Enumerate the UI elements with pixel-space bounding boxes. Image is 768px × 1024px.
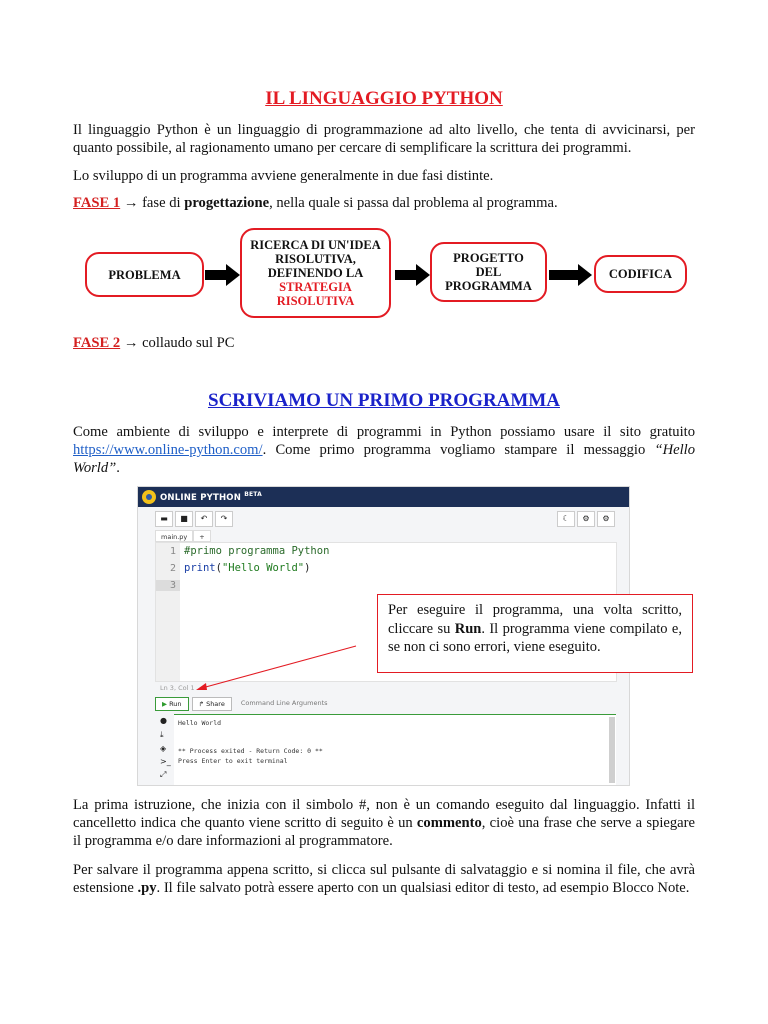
stop-icon[interactable]: ● (160, 716, 167, 725)
cursor-status: Ln 3, Col 1 (160, 684, 195, 692)
download-icon[interactable]: ⤓ (160, 730, 164, 739)
callout-text-1: Per eseguire il programma, una volta scritto, cliccare su (388, 602, 682, 637)
section-title-text: SCRIVIAMO UN PRIMO PROGRAMMA (208, 390, 560, 411)
tab-main-py[interactable]: main.py (155, 530, 193, 542)
flow-box-ricerca-line1: RICERCA DI UN'IDEA (250, 238, 381, 252)
flow-box-ricerca-line5: RISOLUTIVA (276, 294, 355, 308)
env-paragraph (73, 423, 695, 477)
env-text-3: . (116, 460, 120, 476)
terminal-line: ** Process exited - Return Code: 0 ** (178, 747, 323, 755)
save-icon[interactable]: ■ (175, 511, 193, 527)
flow-box-codifica-label: CODIFICA (608, 267, 673, 281)
fase2-arrow: → (123, 335, 139, 351)
callout-bold: Run (454, 620, 482, 637)
terminal-output (174, 714, 616, 785)
fase2-line (73, 334, 695, 352)
page-title (0, 88, 768, 110)
line-number: 1 (169, 546, 176, 557)
section-title (0, 390, 768, 412)
comment-paragraph (73, 796, 695, 850)
command-line-args-input[interactable]: Command Line Arguments (240, 699, 328, 707)
terminal-icon[interactable]: >_ (160, 757, 171, 766)
ide-app-name: ONLINE PYTHON (160, 492, 242, 503)
fase1-text-before: fase di (138, 195, 185, 211)
ide-toolbar-left (155, 511, 233, 527)
online-python-link[interactable]: https://www.online-python.com/ (73, 442, 263, 458)
line-number: 3 (156, 580, 180, 591)
ide-header (138, 487, 629, 507)
undo-icon[interactable]: ↶ (195, 511, 213, 527)
run-button[interactable]: ▶ Run (155, 697, 189, 711)
fase2-label: FASE 2 (73, 335, 121, 351)
intro-paragraph: Il linguaggio Python è un linguaggio di programmazione ad alto livello, che tenta di avvicinarsi, per quanto possibile, al ragionamento umano per cercare di semplificare la scrittura dei programmi. (73, 122, 695, 156)
flow-box-problema (85, 252, 204, 297)
ide-app-title (160, 491, 262, 503)
save-text-2: . Il file salvato potrà essere aperto con un qualsiasi editor di testo, ad esempio Blocco Note. (156, 880, 690, 896)
flow-box-progetto-line3: PROGRAMMA (445, 279, 532, 293)
expand-icon[interactable]: ⤢ (160, 770, 167, 779)
page-title-text: IL LINGUAGGIO PYTHON (265, 88, 503, 109)
redo-icon[interactable]: ↷ (215, 511, 233, 527)
callout-pointer-head (196, 683, 207, 690)
env-text-2: . Come primo programma vogliamo stampare il messaggio (262, 442, 655, 458)
settings-icon[interactable]: ⚙ (597, 511, 615, 527)
add-tab-button[interactable]: + (193, 530, 210, 542)
callout-text-2: . Il programma viene compilato e, se non ci sono errori, viene eseguito. (388, 620, 682, 655)
terminal-scrollbar[interactable] (609, 717, 615, 783)
fase1-arrow: → (123, 195, 139, 211)
folder-icon[interactable]: ▬ (155, 511, 173, 527)
fase1-bold: progettazione (184, 195, 270, 211)
flow-box-ricerca-line4: STRATEGIA (279, 280, 352, 294)
fase2-text: collaudo sul PC (138, 335, 235, 351)
flow-box-progetto (430, 242, 547, 302)
gear-icon[interactable]: ⚙ (577, 511, 595, 527)
fase1-line (73, 194, 695, 212)
terminal-line: Hello World (178, 719, 222, 727)
python-logo-icon (142, 490, 156, 504)
save-text-1: Per salvare il programma appena scritto, si clicca sul pulsante di salvataggio e si nomina il file, che avrà estensione (73, 862, 695, 896)
save-bold: .py (137, 880, 157, 896)
flow-box-progetto-line1: PROGETTO (453, 251, 524, 265)
flow-box-ricerca-line3: DEFINENDO LA (267, 266, 364, 280)
fase1-label: FASE 1 (73, 195, 121, 211)
fase1-text-after: , nella quale si passa dal problema al programma. (269, 195, 558, 211)
run-callout (377, 594, 693, 673)
ide-tabs (155, 530, 211, 542)
terminal-line: Press Enter to exit terminal (178, 757, 288, 765)
phases-intro: Lo sviluppo di un programma avviene generalmente in due fasi distinte. (73, 168, 494, 184)
share-button[interactable]: ↱ Share (192, 697, 232, 711)
callout-pointer (180, 640, 380, 700)
comment-bold: commento (416, 815, 482, 831)
code-line-1: #primo programma Python (184, 545, 330, 557)
ide-toolbar-right (557, 511, 615, 527)
flow-box-ricerca (240, 228, 391, 318)
code-line-2: print("Hello World") (184, 562, 311, 574)
env-quote: “Hello World” (73, 442, 695, 476)
flow-box-codifica (594, 255, 687, 293)
comment-text-1: La prima istruzione, che inizia con il simbolo #, non è un comando eseguito dal linguaggio. Infatti il cancelletto indica che quanto viene scritto di seguito è un (73, 797, 695, 831)
eraser-icon[interactable]: ◈ (160, 744, 167, 753)
env-text-1: Come ambiente di sviluppo e interprete di programmi in Python possiamo usare il sito gratuito (73, 424, 695, 440)
flow-box-ricerca-line2: RISOLUTIVA, (275, 252, 356, 266)
flow-box-problema-label: PROBLEMA (108, 267, 181, 282)
moon-icon[interactable]: ☾ (557, 511, 575, 527)
callout-pointer-line (202, 646, 356, 688)
ide-beta-badge: BETA (244, 491, 262, 498)
flow-box-progetto-line2: DEL (475, 265, 502, 279)
save-paragraph (73, 861, 695, 897)
line-number: 2 (169, 563, 176, 574)
share-label: Share (206, 700, 225, 708)
comment-text-2: , cioè una frase che serve a spiegare il programma e/o dare informazioni al programmatore. (73, 815, 695, 849)
